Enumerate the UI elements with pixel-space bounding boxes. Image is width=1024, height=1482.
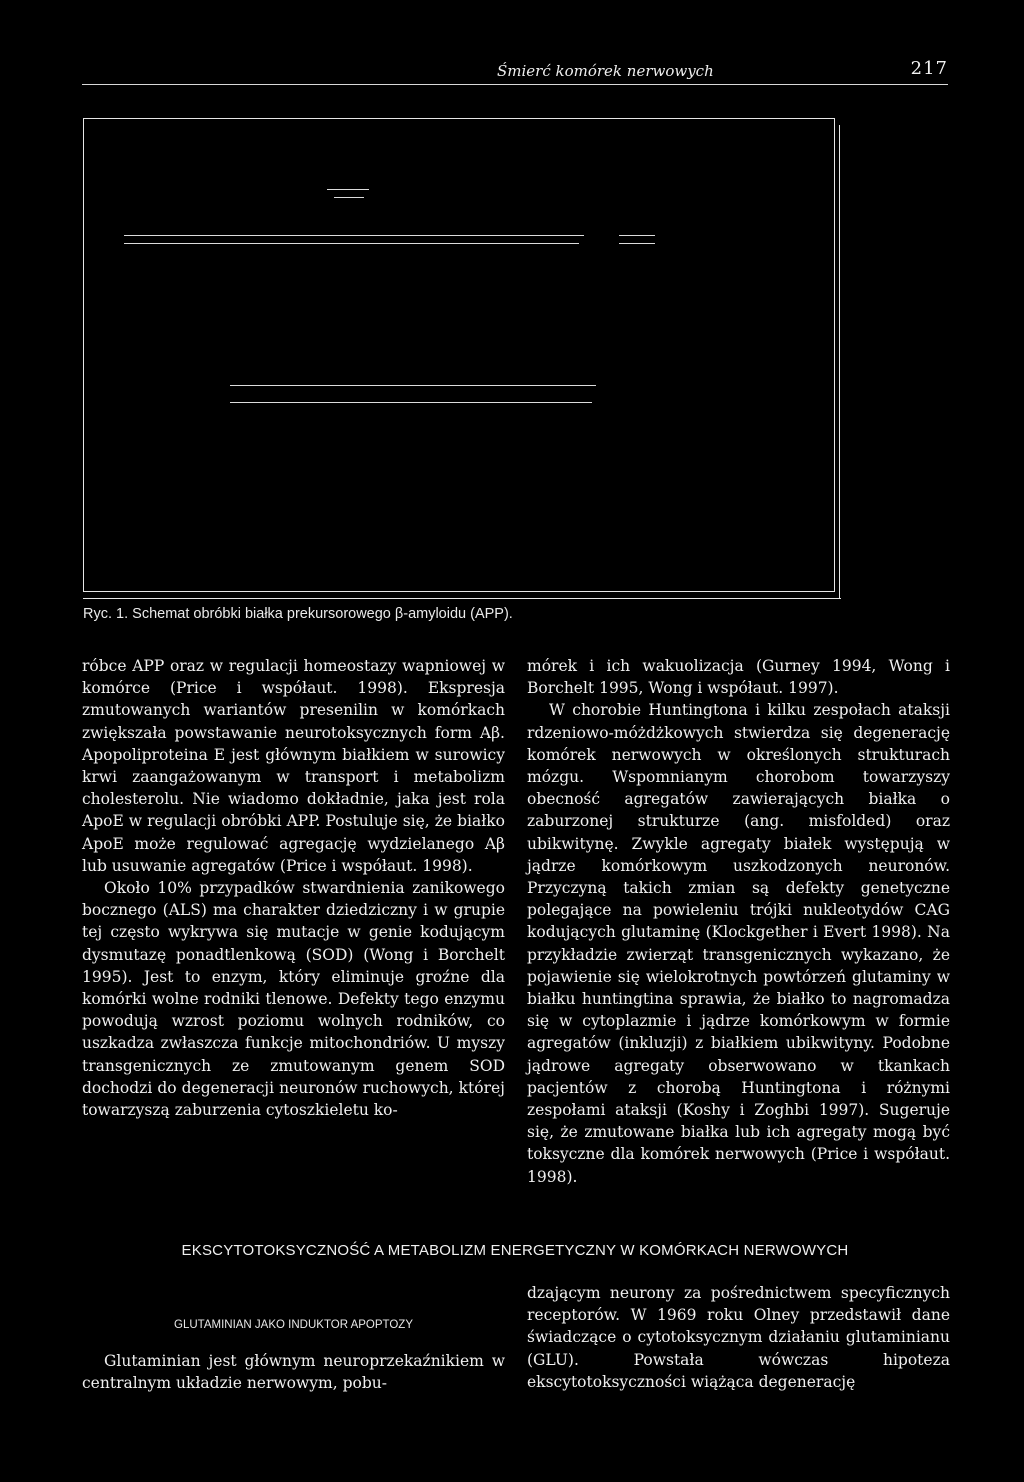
figure-frame-shadow-right xyxy=(839,125,840,599)
paragraph: róbce APP oraz w regulacji homeostazy wapniowej w komórce (Price i współaut. 1998). Ekspresja zmutowanych wariantów presenilin w komórkach zwiększała powstawanie neurotoksycznych form Aβ. Apopoliproteina E jest głównym białkiem w surowicy krwi zaangażowanym w transport i metabolizm cholesterolu. Nie wiadomo dokładnie, jaka jest rola ApoE w regulacji obróbki APP. Postuluje się, że białko ApoE może regulować agregację wydzielanego Aβ lub usuwanie agregatów (Price i współaut. 1998). xyxy=(82,657,505,875)
paragraph: dzającym neurony za pośrednictwem specyficznych receptorów. W 1969 roku Olney przedstawił dane świadczące o cytotoksycznym działaniu glutaminianu (GLU). Powstała wówczas hipoteza ekscytotoksyczności wiążąca degenerację xyxy=(527,1284,950,1391)
figure-frame-shadow-bottom xyxy=(83,598,841,599)
figure-line xyxy=(230,385,596,386)
figure-line xyxy=(619,243,655,244)
figure-line xyxy=(334,197,364,198)
figure-frame xyxy=(83,118,835,592)
page-number: 217 xyxy=(910,58,948,79)
subsection-heading: GLUTAMINIAN JAKO INDUKTOR APOPTOZY xyxy=(174,1319,413,1331)
left-column xyxy=(82,655,505,1121)
section-left-column xyxy=(82,1350,505,1394)
figure-line xyxy=(619,235,655,236)
paragraph: mórek i ich wakuolizacja (Gurney 1994, Wong i Borchelt 1995, Wong i współaut. 1997). xyxy=(527,657,950,698)
paragraph: W chorobie Huntingtona i kilku zespołach ataksji rdzeniowo-móżdżkowych stwierdza się degenerację komórek nerwowych w określonych strukturach mózgu. Wspomnianym chorobom towarzyszy obecność agregatów zawierających białka o zaburzonej strukturze (ang. misfolded) oraz ubikwitynę. Zwykle agregaty białek występują w jądrze komórkowym uszkodzonych neuronów. Przyczyną takich zmian są defekty genetyczne polegające na powieleniu trójki nukleotydów CAG kodujących glutaminę (Klockgether i Evert 1998). Na przykładzie zwierząt transgenicznych wykazano, że pojawienie się wielokrotnych powtórzeń glutaminy w białku huntingtina sprawia, że białko to nagromadza się w cytoplazmie i jądrze komórkowym w formie agregatów (inkluzji) z białkiem ubikwityny. Podobne jądrowe agregaty obserwowano w tkankach pacjentów z chorobą Huntingtona i różnymi zespołami ataksji (Koshy i Zoghbi 1997). Sugeruje się, że zmutowane białka lub ich agregaty mogą być toksyczne dla komórek nerwowych (Price i współaut. 1998). xyxy=(527,701,950,1186)
section-heading: EKSCYTOTOKSYCZNOŚĆ A METABOLIZM ENERGETYCZNY W KOMÓRKACH NERWOWYCH xyxy=(181,1242,849,1259)
running-title: Śmierć komórek nerwowych xyxy=(497,62,714,80)
paragraph: Około 10% przypadków stwardnienia zanikowego bocznego (ALS) ma charakter dziedziczny i w grupie tej często wykrywa się mutacje w genie kodującym dysmutazę ponadtlenkową (SOD) (Wong i Borchelt 1995). Jest to enzym, który eliminuje groźne dla komórki wolne rodniki tlenowe. Defekty tego enzymu powodują wzrost poziomu wolnych rodników, co uszkadza zwłaszcza funkcje mitochondriów. U myszy transgenicznych ze zmutowanym genem SOD dochodzi do degeneracji neuronów ruchowych, której towarzyszą zaburzenia cytoszkieletu ko- xyxy=(82,879,505,1120)
page-header xyxy=(82,58,948,85)
figure-line xyxy=(124,235,584,236)
paragraph: Glutaminian jest głównym neuroprzekaźnikiem w centralnym układzie nerwowym, pobu- xyxy=(82,1352,505,1393)
section-right-column xyxy=(527,1282,950,1393)
right-column xyxy=(527,655,950,1188)
figure-line xyxy=(124,243,579,244)
figure-line xyxy=(327,189,369,190)
figure-line xyxy=(230,402,592,403)
figure-caption: Ryc. 1. Schemat obróbki białka prekursorowego β-amyloidu (APP). xyxy=(83,606,513,622)
